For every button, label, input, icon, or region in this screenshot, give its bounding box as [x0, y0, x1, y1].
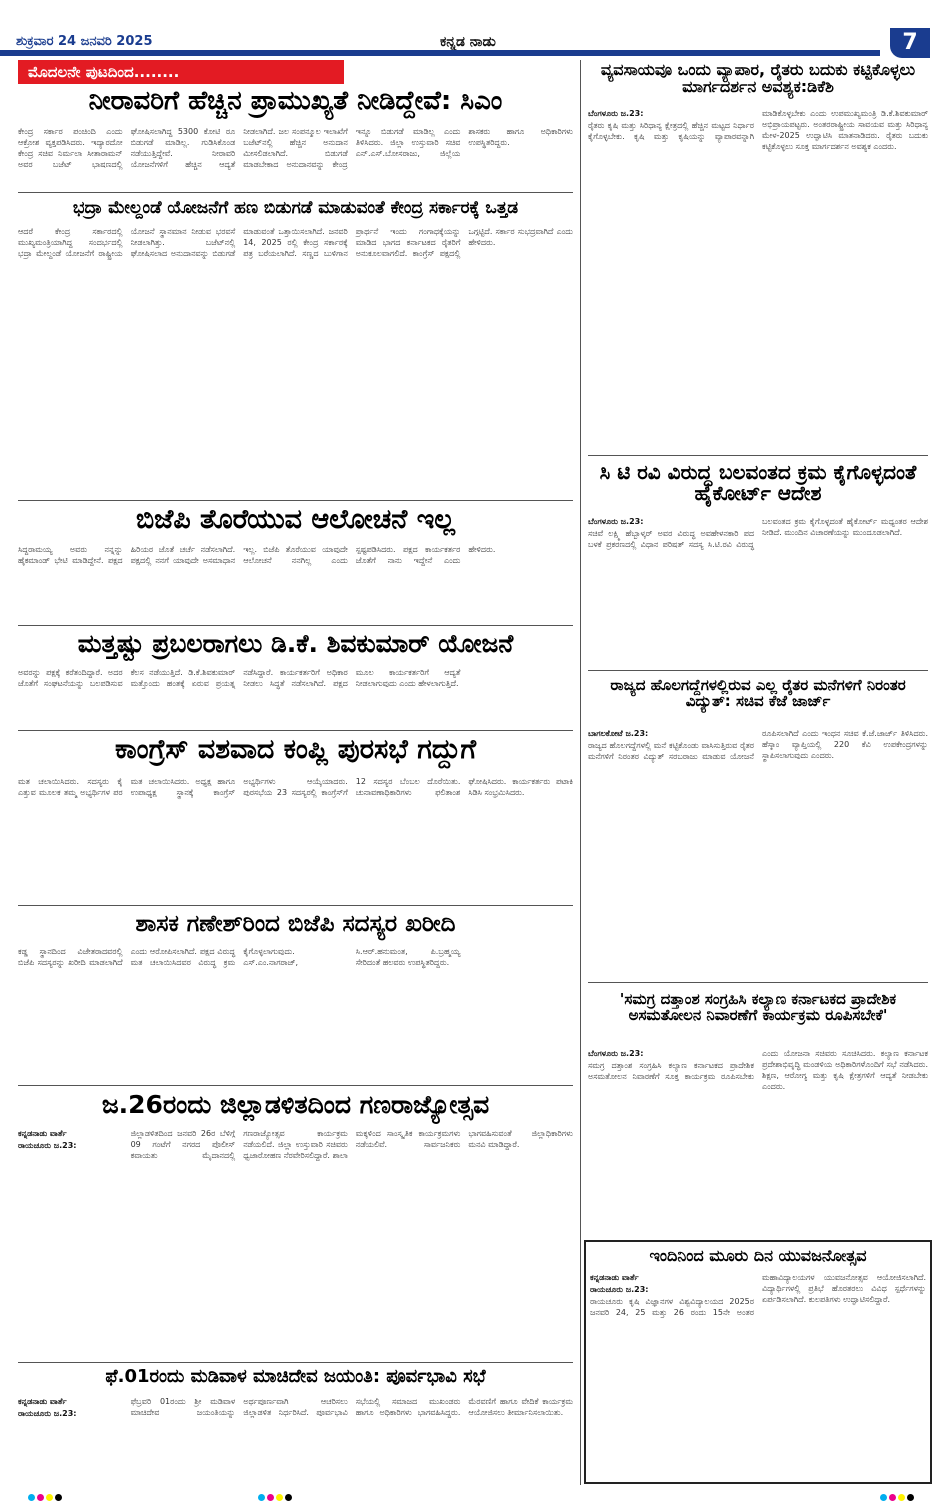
- article-text: ರೈತರು ಕೃಷಿ ಮತ್ತು ಸಿರಿಧಾನ್ಯ ಕ್ಷೇತ್ರದಲ್ಲಿ ಹೆಚ್ಚಿನ ಮಟ್ಟದ ನಿರ್ಧಾರ ಕೈಗೊಳ್ಳಬೇಕು. ಕೃಷಿ ಮತ್ತು ಕೃಷಿಯನ್ನು ವ್ಯಾಪಾರವನ್ನಾಗಿ ಮಾಡಿಕೊಳ್ಳಬೇಕು ಎಂದು ಉಪಮುಖ್ಯಮಂತ್ರಿ ಡಿ.ಕೆ.ಶಿವಕುಮಾರ್ ಅಭಿಪ್ರಾಯಪಟ್ಟರು. ಅಂತರರಾಷ್ಟ್ರೀಯ ಸಾವಯವ ಮತ್ತು ಸಿರಿಧಾನ್ಯ ಮೇಳ-2025 ಉದ್ಘಾಟಿಸಿ ಮಾತನಾಡಿದರು. ರೈತರು ಬದುಕು ಕಟ್ಟಿಕೊಳ್ಳಲು ಸೂಕ್ತ ಮಾರ್ಗದರ್ಶನ ಅವಶ್ಯಕ ಎಂದರು.: [588, 109, 928, 151]
- article-headline: ಬಿಜೆಪಿ ತೊರೆಯುವ ಆಲೋಚನೆ ಇಲ್ಲ: [135, 504, 456, 535]
- article-headline: ಸಿ ಟಿ ರವಿ ವಿರುದ್ಧ ಬಲವಂತದ ಕ್ರಮ ಕೈಗೊಳ್ಳದಂತೆ ಹೈಕೋರ್ಟ್ ಆದೇಶ: [599, 460, 917, 505]
- article-headline: ವ್ಯವಸಾಯವೂ ಒಂದು ವ್ಯಾಪಾರ, ರೈತರು ಬದುಕು ಕಟ್ಟಿಕೊಳ್ಳಲು ಮಾರ್ಗದರ್ಶನ ಅವಶ್ಯಕ:ಡಿಕೆಶಿ: [600, 60, 916, 96]
- article-body: ಕಡ್ಡ ಸ್ಥಾನದಿಂದ ವಿಜೇತರಾದವರಲ್ಲಿ ಬಿಜೆಪಿ ಸದಸ್ಯರನ್ನು ಖರೀದಿ ಮಾಡಲಾಗಿದೆ ಎಂದು ಆರೋಪಿಸಲಾಗಿದೆ. ಪಕ್ಷದ ವಿರುದ್ಧ ಮತ ಚಲಾಯಿಸಿದವರ ವಿರುದ್ಧ ಕ್ರಮ ಕೈಗೊಳ್ಳಲಾಗುವುದು. ಎಸ್.ಎಂ.ನಾಗರಾಜ್, ಸಿ.ಆರ್.ಹನುಮಂತ, ಪಿ.ಬ್ರಹ್ಮಯ್ಯ ಸೇರಿದಂತೆ ಹಲವರು ಉಪಸ್ಥಿತರಿದ್ದರು.: [18, 947, 461, 967]
- article-headline: ಜ.26ರಂದು ಜಿಲ್ಲಾಡಳಿತದಿಂದ ಗಣರಾಜ್ಯೋತ್ಸವ: [101, 1090, 490, 1119]
- divider: [18, 192, 573, 193]
- article-body: ಕೇಂದ್ರ ಸರ್ಕಾರ ಪಂಚಿಂದಿ ಎಂದು ಆಕ್ರೋಶ ವ್ಯಕ್ತಪಡಿಸಿದರು. ಇದ್ಯಾರದೋ ಕೇಂದ್ರ ಸಚಿವ ನಿರ್ಮಲಾ ಸೀತಾರಾಮನ್ ಅವರ ಬಜೆಟ್ ಭಾಷಣದಲ್ಲಿ ಘೋಷಿಸಲಾಗಿದ್ದ 5300 ಕೋಟಿ ರೂ ಬಿಡುಗಡೆ ಮಾಡಿಲ್ಲ. ಗುಡಿಸಿಕೊಂಡ ನಡೆಯುತ್ತಿದ್ದೇವೆ. ನೀರಾವರಿ ಯೋಜನೆಗಳಿಗೆ ಹೆಚ್ಚಿನ ಆದ್ಯತೆ ನೀಡಲಾಗಿದೆ. ಜಲ ಸಂಪನ್ಮೂಲ ಇಲಾಖೆಗೆ ಬಜೆಟ್‌ನಲ್ಲಿ ಹೆಚ್ಚಿನ ಅನುದಾನ ಮೀಸಲಿಡಲಾಗಿದೆ. ಬಿಡುಗಡೆ ಮಾಡಬೇಕಾದ ಅನುದಾನವನ್ನು ಕೇಂದ್ರ ಇನ್ನೂ ಬಿಡುಗಡೆ ಮಾಡಿಲ್ಲ ಎಂದು ತಿಳಿಸಿದರು. ಜಿಲ್ಲಾ ಉಸ್ತುವಾರಿ ಸಚಿವ ಎನ್.ಎಸ್.ಬೋಸರಾಜು, ಜಿಲ್ಲೆಯ ಶಾಸಕರು ಹಾಗೂ ಅಧಿಕಾರಿಗಳು ಉಪಸ್ಥಿತರಿದ್ದರು.: [18, 127, 573, 169]
- article-dateline: ಬಾಗಲಕೋಟೆ ಜ.23:: [588, 729, 649, 738]
- divider: [588, 982, 928, 983]
- page-number: 7: [890, 28, 930, 58]
- article-text: ಜಿಲ್ಲಾಡಳಿತದಿಂದ ಜನವರಿ 26ರ ಬೆಳಿಗ್ಗೆ 09 ಗಂಟೆಗೆ ನಗರದ ಪೊಲೀಸ್ ಕವಾಯತು ಮೈದಾನದಲ್ಲಿ ಗಣರಾಜ್ಯೋತ್ಸವ ಕಾರ್ಯಕ್ರಮ ನಡೆಯಲಿದೆ. ಜಿಲ್ಲಾ ಉಸ್ತುವಾರಿ ಸಚಿವರು ಧ್ವಜಾರೋಹಣ ನೆರವೇರಿಸಲಿದ್ದಾರೆ. ಶಾಲಾ ಮಕ್ಕಳಿಂದ ಸಾಂಸ್ಕೃತಿಕ ಕಾರ್ಯಕ್ರಮಗಳು ನಡೆಯಲಿವೆ. ಸಾರ್ವಜನಿಕರು ಭಾಗವಹಿಸುವಂತೆ ಜಿಲ್ಲಾಧಿಕಾರಿಗಳು ಮನವಿ ಮಾಡಿದ್ದಾರೆ.: [130, 1129, 573, 1160]
- divider: [18, 1085, 573, 1086]
- article-dateline: ಬೆಂಗಳೂರು ಜ.23:: [588, 1049, 644, 1058]
- article-headline: ಕಾಂಗ್ರೆಸ್ ವಶವಾದ ಕಂಪ್ಲಿ ಪುರಸಭೆ ಗದ್ದುಗೆ: [114, 734, 477, 765]
- boxed-article: [584, 1240, 932, 1484]
- article-dateline: ರಾಯಚೂರು ಜ.23:: [590, 1285, 649, 1294]
- registration-marks-right: [880, 1494, 914, 1501]
- column-divider: [580, 60, 581, 1485]
- article-body: [18, 1396, 573, 1484]
- article-text: ಸಮಗ್ರ ದತ್ತಾಂಶ ಸಂಗ್ರಹಿಸಿ ಕಲ್ಯಾಣ ಕರ್ನಾಟಕದ ಪ್ರಾದೇಶಿಕ ಅಸಮತೋಲನ ನಿವಾರಣೆಗೆ ಸೂಕ್ತ ಕಾರ್ಯಕ್ರಮ ರೂಪಿಸಬೇಕು ಎಂದು ಯೋಜನಾ ಸಚಿವರು ಸೂಚಿಸಿದರು. ಕಲ್ಯಾಣ ಕರ್ನಾಟಕ ಪ್ರದೇಶಾಭಿವೃದ್ಧಿ ಮಂಡಳಿಯ ಅಧಿಕಾರಿಗಳೊಂದಿಗೆ ಸಭೆ ನಡೆಸಿದರು. ಶಿಕ್ಷಣ, ಆರೋಗ್ಯ ಮತ್ತು ಕೃಷಿ ಕ್ಷೇತ್ರಗಳಿಗೆ ಆದ್ಯತೆ ನೀಡಬೇಕು ಎಂದರು.: [588, 1049, 928, 1091]
- article-byline: ಕನ್ನಡನಾಡು ವಾರ್ತೆ: [18, 1397, 67, 1406]
- divider: [18, 905, 573, 906]
- article-body: ಮತ ಚಲಾಯಿಸಿದರು. ಸದಸ್ಯರು ಕೈ ಎತ್ತುವ ಮೂಲಕ ತಮ್ಮ ಅಭ್ಯರ್ಥಿಗಳ ಪರ ಮತ ಚಲಾಯಿಸಿದರು. ಅಧ್ಯಕ್ಷ ಹಾಗೂ ಉಪಾಧ್ಯಕ್ಷ ಸ್ಥಾನಕ್ಕೆ ಕಾಂಗ್ರೆಸ್ ಅಭ್ಯರ್ಥಿಗಳು ಆಯ್ಕೆಯಾದರು. ಪುರಸಭೆಯ 23 ಸದಸ್ಯರಲ್ಲಿ ಕಾಂಗ್ರೆಸ್‌ಗೆ 12 ಸದಸ್ಯರ ಬೆಂಬಲ ದೊರೆಯಿತು. ಚುನಾವಣಾಧಿಕಾರಿಗಳು ಫಲಿತಾಂಶ ಘೋಷಿಸಿದರು. ಕಾರ್ಯಕರ್ತರು ಪಟಾಕಿ ಸಿಡಿಸಿ ಸಂಭ್ರಮಿಸಿದರು.: [18, 777, 573, 797]
- article-body: ಆದರೆ ಕೇಂದ್ರ ಸರ್ಕಾರದಲ್ಲಿ ಮುಖ್ಯಮಂತ್ರಿಯಾಗಿದ್ದ ಸಂದರ್ಭದಲ್ಲಿ ಭದ್ರಾ ಮೇಲ್ದಂಡೆ ಯೋಜನೆಗೆ ರಾಷ್ಟ್ರೀಯ ಯೋಜನೆ ಸ್ಥಾನಮಾನ ನೀಡುವ ಭರವಸೆ ನೀಡಲಾಗಿತ್ತು. ಬಜೆಟ್‌ನಲ್ಲಿ ಘೋಷಿಸಲಾದ ಅನುದಾನವನ್ನು ಬಿಡುಗಡೆ ಮಾಡುವಂತೆ ಒತ್ತಾಯಿಸಲಾಗಿದೆ. ಜನವರಿ 14, 2025 ರಲ್ಲಿ ಕೇಂದ್ರ ಸರ್ಕಾರಕ್ಕೆ ಪತ್ರ ಬರೆಯಲಾಗಿದೆ. ಸಣ್ಣದ ಬುಳಿಗಾನ ಪ್ರಾರ್ಥನೆ ಇಂದು ಗಂಗಾಧಕ್ಕೆಯನ್ನು ಮಾಡಿದ ಭಾಗದ ಕರ್ನಾಟಕದ ರೈತರಿಗೆ ಅನುಕೂಲವಾಗಲಿದೆ. ಕಾಂಗ್ರೆಸ್ ಪಕ್ಷದಲ್ಲಿ ಒಗ್ಗಟ್ಟಿದೆ. ಸರ್ಕಾರ ಸುಭದ್ರವಾಗಿದೆ ಎಂದು ಹೇಳಿದರು.: [18, 227, 573, 258]
- registration-marks-left: [28, 1494, 62, 1501]
- divider: [18, 1362, 573, 1363]
- article-body: [590, 1272, 926, 1478]
- article-dateline: ರಾಯಚೂರು ಜ.23:: [18, 1141, 77, 1150]
- divider: [18, 730, 573, 731]
- article-headline: ಫೆ.01ರಂದು ಮಡಿವಾಳ ಮಾಚಿದೇವ ಜಯಂತಿ: ಪೂರ್ವಭಾವಿ ಸಭೆ: [105, 1366, 486, 1387]
- article-byline: ಕನ್ನಡನಾಡು ವಾರ್ತೆ: [590, 1273, 639, 1282]
- article-headline: ರಾಜ್ಯದ ಹೊಲಗದ್ದೆಗಳಲ್ಲಿರುವ ಎಲ್ಲ ರೈತರ ಮನೆಗಳಿಗೆ ನಿರಂತರ ವಿದ್ಯುತ್: ಸಚಿವ ಕೆಜೆ ಜಾರ್ಜ್: [610, 676, 906, 710]
- section-tag: ಮೊದಲನೇ ಪುಟದಿಂದ........: [18, 60, 344, 84]
- article-dateline: ರಾಯಚೂರು ಜ.23:: [18, 1409, 77, 1418]
- article-headline: ಮತ್ತಷ್ಟು ಪ್ರಬಲರಾಗಲು ಡಿ.ಕೆ. ಶಿವಕುಮಾರ್ ಯೋಜನೆ: [77, 629, 514, 658]
- article-body: ಸಿದ್ದರಾಮಯ್ಯ ಅವರು ನನ್ನನ್ನು ಹೈಕಮಾಂಡ್ ಭೇಟಿ ಮಾಡಿದ್ದೇನೆ. ಪಕ್ಷದ ಹಿರಿಯರ ಜೊತೆ ಚರ್ಚೆ ನಡೆಸಲಾಗಿದೆ. ಪಕ್ಷದಲ್ಲಿ ನನಗೆ ಯಾವುದೇ ಅಸಮಾಧಾನ ಇಲ್ಲ. ಬಿಜೆಪಿ ತೊರೆಯುವ ಯಾವುದೇ ಆಲೋಚನೆ ನನಗಿಲ್ಲ ಎಂದು ಸ್ಪಷ್ಟಪಡಿಸಿದರು. ಪಕ್ಷದ ಕಾರ್ಯಕರ್ತರ ಜೊತೆಗೆ ನಾನು ಇದ್ದೇನೆ ಎಂದು ಹೇಳಿದರು.: [18, 545, 496, 565]
- article-dateline: ಬೆಂಗಳೂರು ಜ.23:: [588, 109, 644, 118]
- article-byline: ಕನ್ನಡನಾಡು ವಾರ್ತೆ: [18, 1129, 67, 1138]
- page-footer: [0, 1488, 945, 1507]
- article-body: [588, 108, 928, 450]
- divider: [588, 670, 928, 671]
- article-body: [588, 728, 928, 978]
- divider: [588, 455, 928, 456]
- article-text: ರಾಯಚೂರು ಕೃಷಿ ವಿಜ್ಞಾನಗಳ ವಿಶ್ವವಿದ್ಯಾಲಯದ 2025ರ ಜನವರಿ 24, 25 ಮತ್ತು 26 ರಂದು 15ನೇ ಅಂತರ ಮಹಾವಿದ್ಯಾಲಯಗಳ ಯುವಜನೋತ್ಸವ ಆಯೋಜಿಸಲಾಗಿದೆ. ವಿದ್ಯಾರ್ಥಿಗಳಲ್ಲಿ ಪ್ರತಿಭೆ ಹೊರತರಲು ವಿವಿಧ ಸ್ಪರ್ಧೆಗಳನ್ನು ಏರ್ಪಡಿಸಲಾಗಿದೆ. ಕುಲಪತಿಗಳು ಉದ್ಘಾಟಿಸಲಿದ್ದಾರೆ.: [590, 1273, 926, 1317]
- article-body: [588, 516, 928, 666]
- issue-date: ಶುಕ್ರವಾರ 24 ಜನವರಿ 2025: [16, 34, 153, 49]
- article-headline: 'ಸಮಗ್ರ ದತ್ತಾಂಶ ಸಂಗ್ರಹಿಸಿ ಕಲ್ಯಾಣ ಕರ್ನಾಟಕದ ಪ್ರಾದೇಶಿಕ ಅಸಮತೋಲನ ನಿವಾರಣೆಗೆ ಕಾರ್ಯಕ್ರಮ ರೂಪಿಸಬೇಕೆ': [619, 990, 897, 1024]
- header-stripe: [0, 50, 880, 56]
- article-headline: ಇಂದಿನಿಂದ ಮೂರು ದಿನ ಯುವಜನೋತ್ಸವ: [649, 1246, 867, 1265]
- article-body: ಅವರನ್ನು ಪಕ್ಷಕ್ಕೆ ಕರೆತಂದಿದ್ದಾರೆ. ಅದರ ಜೊತೆಗೆ ಸಂಘಟನೆಯನ್ನು ಬಲಪಡಿಸುವ ಕೆಲಸ ನಡೆಯುತ್ತಿದೆ. ಡಿ.ಕೆ.ಶಿವಕುಮಾರ್ ಮತ್ತೊಂದು ಹಂತಕ್ಕೆ ಏರುವ ಪ್ರಯತ್ನ ನಡೆಸಿದ್ದಾರೆ. ಕಾರ್ಯಕರ್ತರಿಗೆ ಅಧಿಕಾರ ನೀಡಲು ಸಿದ್ಧತೆ ನಡೆಸಲಾಗಿದೆ. ಪಕ್ಷದ ಮೂಲ ಕಾರ್ಯಕರ್ತರಿಗೆ ಆದ್ಯತೆ ನೀಡಲಾಗುವುದು ಎಂದು ಹೇಳಲಾಗುತ್ತಿದೆ.: [18, 668, 461, 688]
- newspaper-brand: ಕನ್ನಡ ನಾಡು: [440, 34, 496, 50]
- article-body: [588, 1048, 928, 1230]
- page-header: [0, 0, 945, 56]
- article-text: ಸಚಿವೆ ಲಕ್ಷ್ಮಿ ಹೆಬ್ಬಾಳ್ಕರ್ ಅವರ ವಿರುದ್ಧ ಅವಹೇಳನಕಾರಿ ಪದ ಬಳಕೆ ಪ್ರಕರಣದಲ್ಲಿ ವಿಧಾನ ಪರಿಷತ್ ಸದಸ್ಯ ಸಿ.ಟಿ.ರವಿ ವಿರುದ್ಧ ಬಲವಂತದ ಕ್ರಮ ಕೈಗೊಳ್ಳದಂತೆ ಹೈಕೋರ್ಟ್ ಮಧ್ಯಂತರ ಆದೇಶ ನೀಡಿದೆ. ಮುಂದಿನ ವಿಚಾರಣೆಯನ್ನು ಮುಂದೂಡಲಾಗಿದೆ.: [588, 517, 928, 549]
- article-headline: ನೀರಾವರಿಗೆ ಹೆಚ್ಚಿನ ಪ್ರಾಮುಖ್ಯತೆ ನೀಡಿದ್ದೇವೆ: ಸಿಎಂ: [88, 86, 503, 116]
- article-text: ಫೆಬ್ರವರಿ 01ರಂದು ಶ್ರೀ ಮಡಿವಾಳ ಮಾಚಿದೇವ ಜಯಂತಿಯನ್ನು ಅರ್ಥಪೂರ್ಣವಾಗಿ ಆಚರಿಸಲು ಜಿಲ್ಲಾಡಳಿತ ನಿರ್ಧರಿಸಿದೆ. ಪೂರ್ವಭಾವಿ ಸಭೆಯಲ್ಲಿ ಸಮಾಜದ ಮುಖಂಡರು ಹಾಗೂ ಅಧಿಕಾರಿಗಳು ಭಾಗವಹಿಸಿದ್ದರು. ಮೆರವಣಿಗೆ ಹಾಗೂ ವೇದಿಕೆ ಕಾರ್ಯಕ್ರಮ ಆಯೋಜಿಸಲು ತೀರ್ಮಾನಿಸಲಾಯಿತು.: [130, 1397, 573, 1417]
- divider: [18, 500, 573, 501]
- article-headline: ಭದ್ರಾ ಮೇಲ್ದಂಡೆ ಯೋಜನೆಗೆ ಹಣ ಬಿಡುಗಡೆ ಮಾಡುವಂತೆ ಕೇಂದ್ರ ಸರ್ಕಾರಕ್ಕೆ ಒತ್ತಡ: [72, 198, 519, 218]
- registration-marks-center: [258, 1494, 292, 1501]
- divider: [18, 625, 573, 626]
- article-text: ರಾಜ್ಯದ ಹೊಲಗದ್ದೆಗಳಲ್ಲಿ ಮನೆ ಕಟ್ಟಿಕೊಂಡು ವಾಸಿಸುತ್ತಿರುವ ರೈತರ ಮನೆಗಳಿಗೆ ನಿರಂತರ ವಿದ್ಯುತ್ ಸರಬರಾಜು ಮಾಡುವ ಯೋಜನೆ ರೂಪಿಸಲಾಗಿದೆ ಎಂದು ಇಂಧನ ಸಚಿವ ಕೆ.ಜೆ.ಜಾರ್ಜ್ ತಿಳಿಸಿದರು. ಹೆಸ್ಕಾಂ ವ್ಯಾಪ್ತಿಯಲ್ಲಿ 220 ಕೆವಿ ಉಪಕೇಂದ್ರಗಳನ್ನು ಸ್ಥಾಪಿಸಲಾಗುವುದು ಎಂದರು.: [588, 729, 928, 761]
- article-dateline: ಬೆಂಗಳೂರು ಜ.23:: [588, 517, 644, 526]
- article-body: [18, 1128, 573, 1360]
- article-headline: ಶಾಸಕ ಗಣೇಶ್‌ರಿಂದ ಬಿಜೆಪಿ ಸದಸ್ಯರ ಖರೀದಿ: [135, 911, 456, 937]
